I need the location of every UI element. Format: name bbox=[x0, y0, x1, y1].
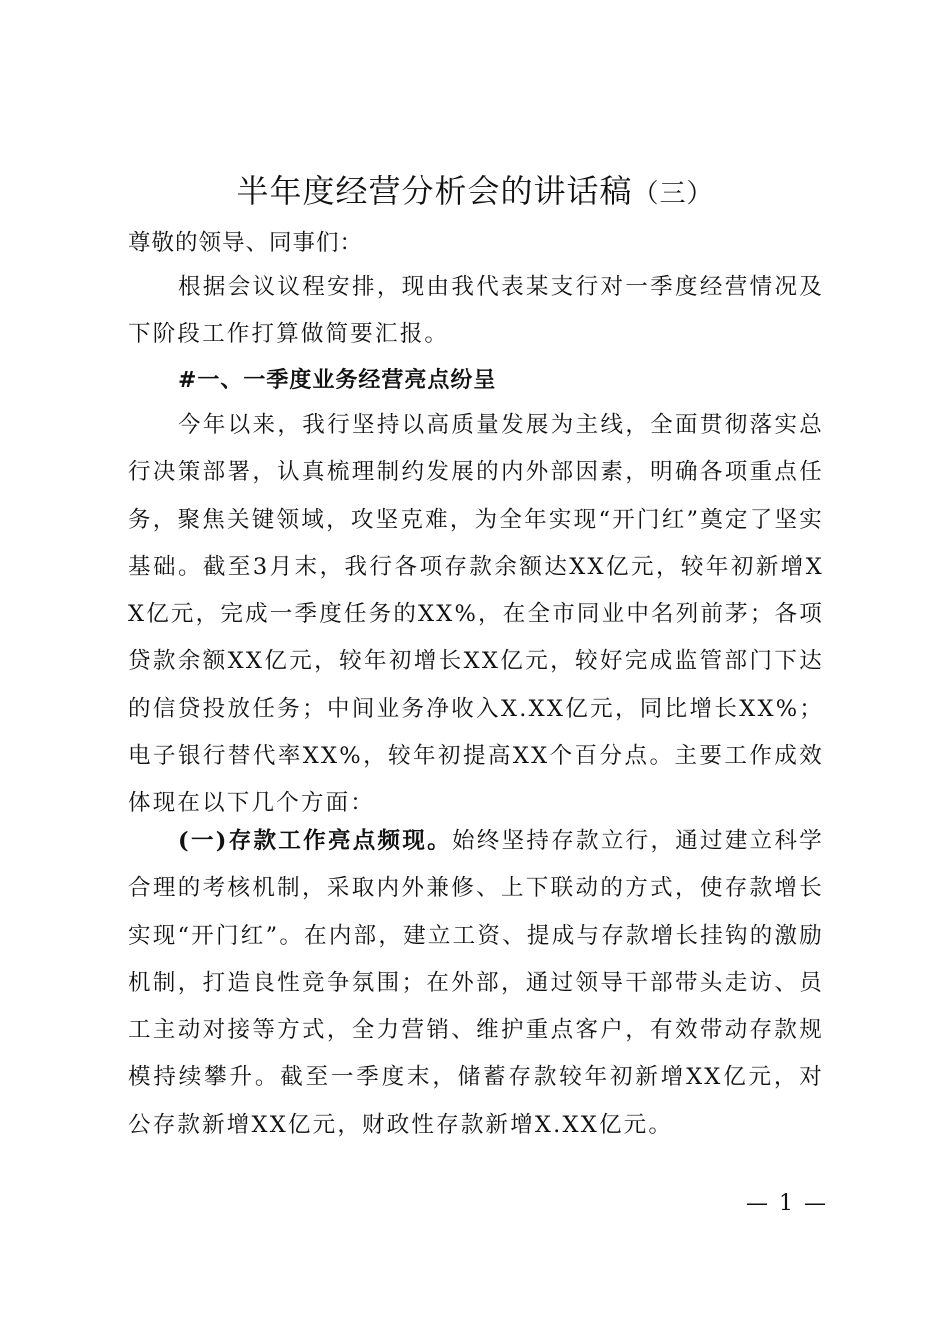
greeting: 尊敬的领导、同事们： bbox=[128, 230, 364, 256]
title-suffix: （三） bbox=[632, 179, 714, 209]
document-title bbox=[0, 166, 950, 219]
section-heading: #一、一季度业务经营亮点纷呈 bbox=[178, 368, 497, 393]
subsection-body: 始终坚持存款立行，通过建立科学合理的考核机制，采取内外兼修、上下联动的方式，使存款增长实现“开门红”。在内部，建立工资、提成与存款增长挂钩的激励机制，打造良性竞争氛围；在外部，通过领导干部带头走访、员工主动对接等方式，全力营销、维护重点客户，有效带动存款规模持续攀升。截至一季度末，储蓄存款较年初新增XX亿元，对公存款新增XX亿元，财政性存款新增X.XX亿元。 bbox=[128, 828, 824, 1138]
page-number: — 1 — bbox=[746, 1191, 828, 1216]
subsection-paragraph bbox=[128, 818, 824, 1149]
title-main: 半年度经营分析会的讲话稿 bbox=[236, 172, 633, 210]
intro-paragraph: 根据会议议程安排，现由我代表某支行对一季度经营情况及下阶段工作打算做简要汇报。 bbox=[128, 274, 824, 348]
section-paragraph: 今年以来，我行坚持以高质量发展为主线，全面贯彻落实总行决策部署，认真梳理制约发展的内外部因素，明确各项重点任务，聚焦关键领域，攻坚克难，为全年实现“开门红”奠定了坚实基础。截至3月末，我行各项存款余额达XX亿元，较年初新增XX亿元，完成一季度任务的XX%，在全市同业中名列前茅；各项贷款余额XX亿元，较年初增长XX亿元，较好完成监管部门下达的信贷投放任务；中间业务净收入X.XX亿元，同比增长XX%；电子银行替代率XX%，较年初提高XX个百分点。主要工作成效体现在以下几个方面： bbox=[128, 412, 824, 817]
subsection-heading: (一)存款工作亮点频现。 bbox=[178, 828, 452, 854]
